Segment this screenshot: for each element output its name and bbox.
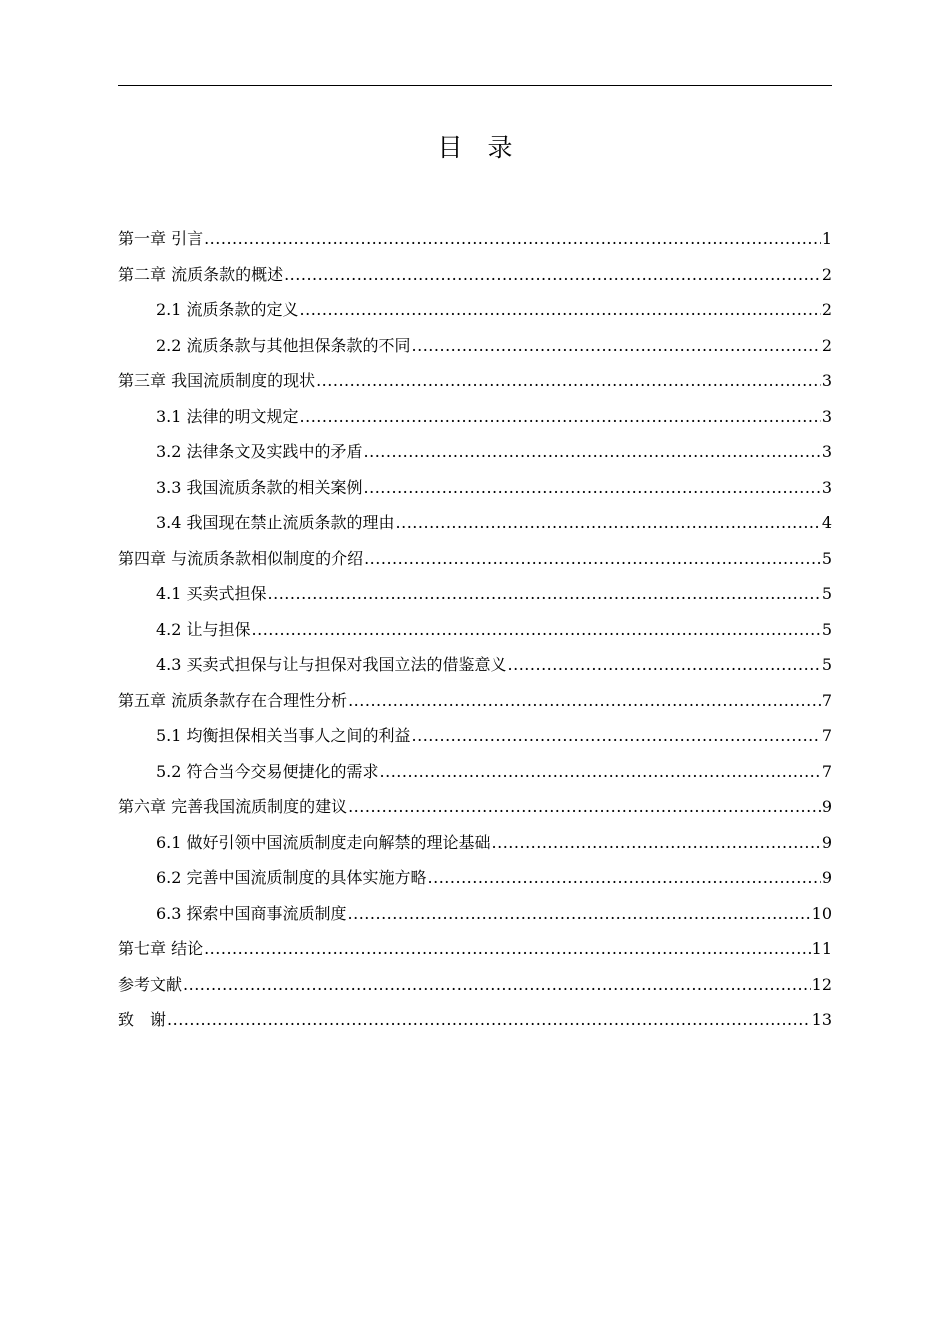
toc-leader-dots xyxy=(316,363,821,399)
toc-entry[interactable] xyxy=(118,718,832,754)
toc-page-number: 4 xyxy=(821,513,832,532)
toc-leader-dots xyxy=(284,257,821,293)
toc-leader-dots xyxy=(364,541,821,577)
toc-entry[interactable] xyxy=(118,434,832,470)
toc-page-number: 2 xyxy=(821,300,832,319)
toc-entry[interactable] xyxy=(118,860,832,896)
toc-page-number: 1 xyxy=(821,229,832,248)
toc-leader-dots xyxy=(300,399,821,435)
toc-leader-dots xyxy=(364,470,821,506)
toc-entry-text: 第三章 我国流质制度的现状 xyxy=(118,371,316,390)
toc-entry-text: 3.1 法律的明文规定 xyxy=(156,406,299,426)
toc-list xyxy=(118,221,832,1038)
toc-page-number: 9 xyxy=(821,868,832,887)
toc-page-number: 10 xyxy=(811,903,832,923)
toc-entry-text: 第六章 完善我国流质制度的建议 xyxy=(118,797,348,816)
toc-leader-dots xyxy=(300,292,821,328)
toc-entry-text: 3.2 法律条文及实践中的矛盾 xyxy=(156,442,363,461)
toc-entry-text: 5.2 符合当今交易便捷化的需求 xyxy=(156,761,379,781)
toc-entry-text: 第七章 结论 xyxy=(118,939,204,958)
toc-entry[interactable] xyxy=(118,399,832,435)
toc-entry[interactable] xyxy=(118,896,832,932)
toc-entry-text: 3.3 我国流质条款的相关案例 xyxy=(156,477,363,497)
toc-entry-text: 第五章 流质条款存在合理性分析 xyxy=(118,690,348,710)
toc-entry[interactable] xyxy=(118,576,832,612)
toc-entry-text: 第二章 流质条款的概述 xyxy=(118,264,284,284)
toc-entry[interactable] xyxy=(118,257,832,293)
toc-page-number: 9 xyxy=(821,797,832,816)
toc-leader-dots xyxy=(396,505,821,541)
toc-leader-dots xyxy=(412,718,821,754)
toc-entry[interactable] xyxy=(118,612,832,648)
toc-leader-dots xyxy=(252,612,821,648)
toc-entry[interactable] xyxy=(118,931,832,967)
toc-leader-dots xyxy=(183,967,811,1003)
toc-page-number: 11 xyxy=(811,939,832,958)
toc-entry[interactable] xyxy=(118,754,832,790)
toc-page-number: 3 xyxy=(821,406,832,426)
toc-entry[interactable] xyxy=(118,363,832,399)
toc-leader-dots xyxy=(167,1002,811,1038)
toc-entry-text: 2.1 流质条款的定义 xyxy=(156,300,299,319)
toc-leader-dots xyxy=(492,825,821,861)
toc-page-number: 5 xyxy=(821,548,832,568)
toc-page-number: 7 xyxy=(821,690,832,710)
toc-entry[interactable] xyxy=(118,470,832,506)
toc-entry[interactable] xyxy=(118,1002,832,1038)
toc-leader-dots xyxy=(204,931,811,967)
toc-page-number: 2 xyxy=(821,264,832,284)
toc-entry[interactable] xyxy=(118,221,832,257)
toc-page-number: 7 xyxy=(821,726,832,745)
toc-leader-dots xyxy=(508,647,821,683)
toc-page-number: 9 xyxy=(821,832,832,852)
toc-entry-text: 6.2 完善中国流质制度的具体实施方略 xyxy=(156,868,427,887)
toc-entry-text: 6.3 探索中国商事流质制度 xyxy=(156,903,347,923)
toc-page-number: 13 xyxy=(811,1010,832,1029)
toc-page-number: 2 xyxy=(821,335,832,355)
toc-page-number: 3 xyxy=(821,371,832,390)
toc-page-number: 3 xyxy=(821,442,832,461)
toc-entry-text: 3.4 我国现在禁止流质条款的理由 xyxy=(156,513,395,532)
toc-page-number: 7 xyxy=(821,761,832,781)
toc-page-number: 5 xyxy=(821,619,832,639)
toc-entry-text: 参考文献 xyxy=(118,974,183,994)
toc-leader-dots xyxy=(412,328,821,364)
toc-entry[interactable] xyxy=(118,541,832,577)
toc-entry[interactable] xyxy=(118,292,832,328)
toc-title: 目 录 xyxy=(437,133,513,162)
toc-leader-dots xyxy=(348,789,821,825)
toc-entry-text: 致 谢 xyxy=(118,1010,167,1029)
toc-entry[interactable] xyxy=(118,647,832,683)
toc-entry-text: 4.3 买卖式担保与让与担保对我国立法的借鉴意义 xyxy=(156,655,507,674)
toc-leader-dots xyxy=(204,221,821,257)
toc-entry-text: 6.1 做好引领中国流质制度走向解禁的理论基础 xyxy=(156,832,491,852)
toc-entry-text: 4.2 让与担保 xyxy=(156,619,251,639)
toc-page-number: 3 xyxy=(821,477,832,497)
toc-page-number: 5 xyxy=(821,584,832,603)
header-rule xyxy=(118,85,832,86)
toc-entry[interactable] xyxy=(118,789,832,825)
toc-leader-dots xyxy=(348,896,811,932)
toc-leader-dots xyxy=(364,434,821,470)
toc-entry[interactable] xyxy=(118,967,832,1003)
toc-entry[interactable] xyxy=(118,328,832,364)
toc-leader-dots xyxy=(268,576,821,612)
toc-entry-text: 4.1 买卖式担保 xyxy=(156,584,267,603)
toc-entry[interactable] xyxy=(118,683,832,719)
toc-leader-dots xyxy=(348,683,821,719)
toc-entry-text: 第四章 与流质条款相似制度的介绍 xyxy=(118,548,364,568)
toc-entry-text: 5.1 均衡担保相关当事人之间的利益 xyxy=(156,726,411,745)
toc-entry-text: 第一章 引言 xyxy=(118,229,204,248)
toc-leader-dots xyxy=(380,754,821,790)
toc-entry[interactable] xyxy=(118,505,832,541)
toc-page-number: 12 xyxy=(811,974,832,994)
toc-entry-text: 2.2 流质条款与其他担保条款的不同 xyxy=(156,335,411,355)
toc-leader-dots xyxy=(428,860,821,896)
toc-page-number: 5 xyxy=(821,655,832,674)
toc-entry[interactable] xyxy=(118,825,832,861)
